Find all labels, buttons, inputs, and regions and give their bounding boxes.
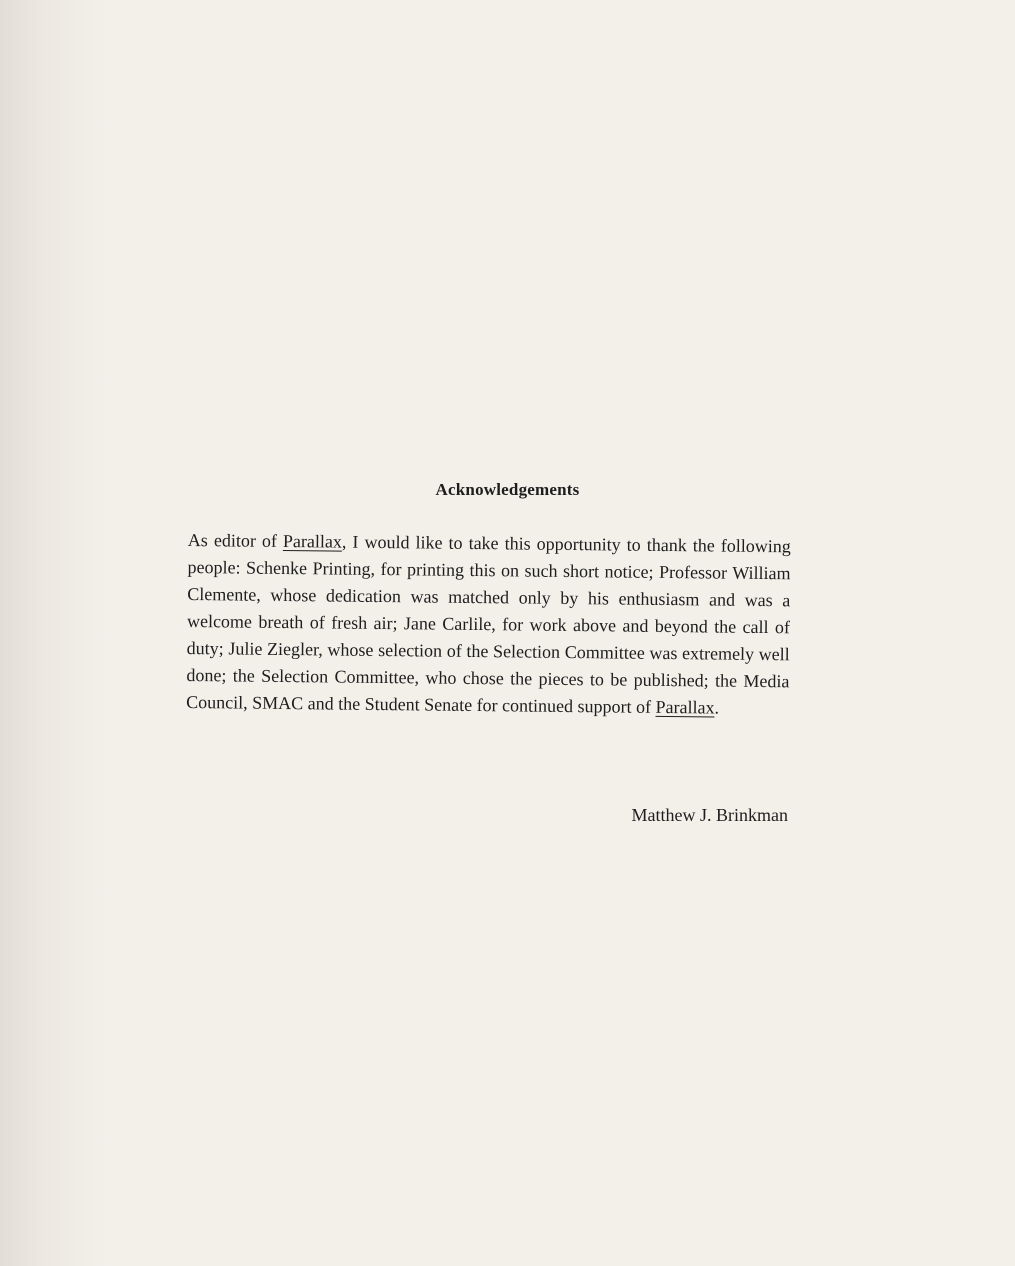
page-title: Acknowledgements — [435, 480, 580, 499]
publication-title-ref-1: Parallax — [282, 530, 343, 552]
paragraph-text-3: . — [714, 697, 720, 718]
publication-title-ref-2: Parallax — [655, 696, 715, 718]
paragraph-text-2: , I would like to take this opportunity to thank the following people: Schenke Printing, for printing this on such short notice; Professor William Clemente, whose dedication was matched only by his enthusiasm and was a welcome breath of fresh air; Jane Carlile, for work above and beyond the call of duty; Julie Ziegler, whose selection of the Selection Committee was extremely well done; the Selection Committee, who chose the pieces to be published; the Media Council, SMAC and the Student Senate for continued support of — [186, 531, 791, 717]
paragraph-text-1: As editor of — [187, 529, 284, 551]
acknowledgement-paragraph — [186, 527, 791, 722]
editor-signature: Matthew J. Brinkman — [631, 805, 788, 825]
